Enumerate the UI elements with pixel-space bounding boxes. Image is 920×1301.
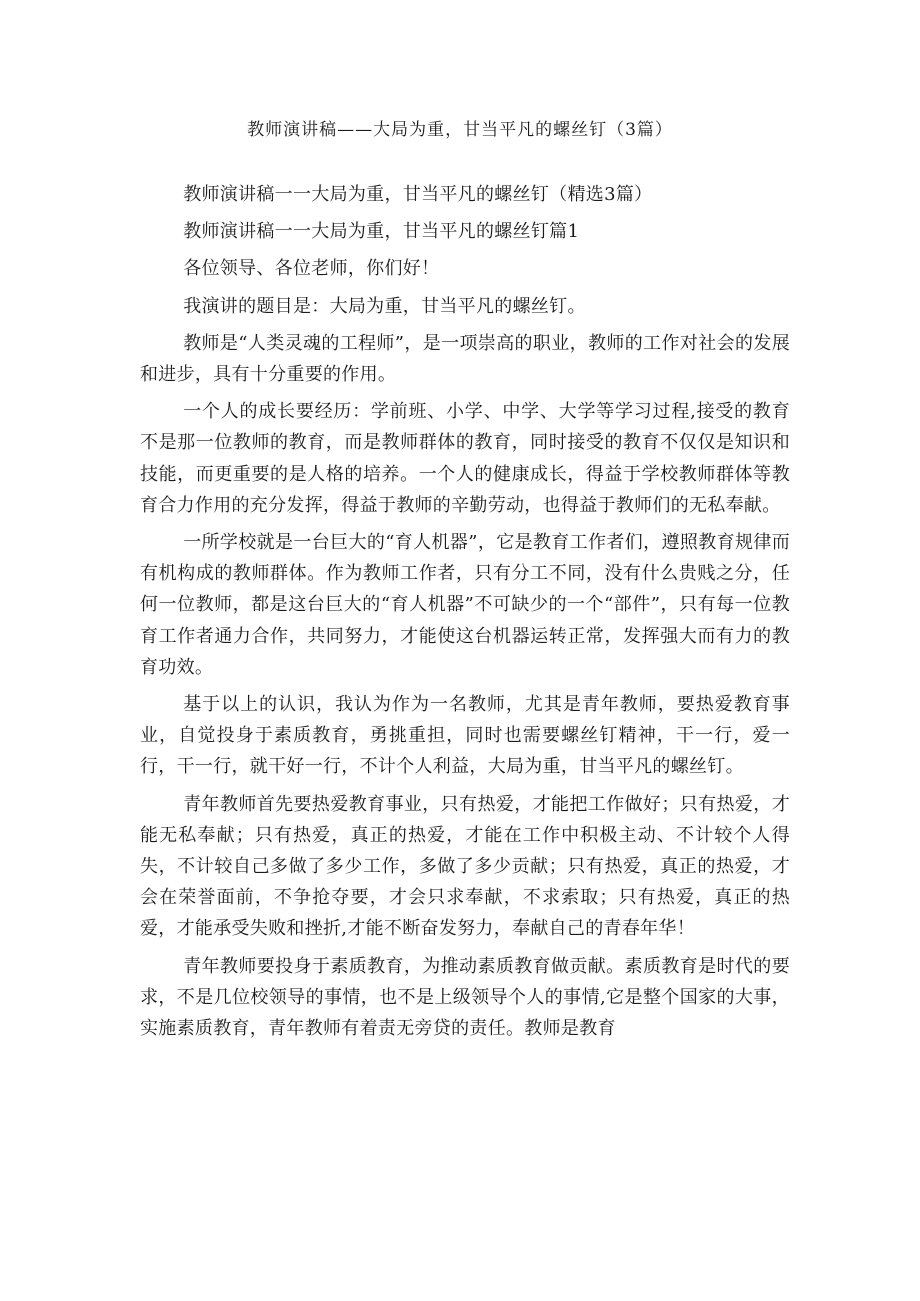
topic-paragraph: 我演讲的题目是：大局为重，甘当平凡的螺丝钉。 (183, 295, 586, 317)
section-heading: 教师演讲稿一一大局为重，甘当平凡的螺丝钉篇1 (183, 221, 580, 243)
body-paragraph: 一所学校就是一台巨大的“育人机器”，它是教育工作者们，遵照教育规律而有机构成的教师群体。作为教师工作者，只有分工不同，没有什么贵贱之分，任何一位教师，都是这台巨大的“育人机器”不可缺少的一个“部件”，只有每一位教育工作者通力合作，共同努力，才能使这台机器运转正常，发挥强大而有力的教育功效。 (140, 532, 790, 678)
body-paragraph: 基于以上的认识，我认为作为一名教师，尤其是青年教师，要热爱教育事业，自觉投身于素质教育，勇挑重担，同时也需要螺丝钉精神，干一行，爱一行，干一行，就干好一行，不计个人利益，大局为重，甘当平凡的螺丝钉。 (140, 694, 790, 778)
greeting-paragraph: 各位领导、各位老师，你们好！ (183, 258, 440, 280)
body-paragraph: 青年教师要投身于素质教育，为推动素质教育做贡献。素质教育是时代的要求，不是几位校领导的事情，也不是上级领导个人的事情,它是整个国家的大事，实施素质教育，青年教师有着责无旁贷的责任。教师是教育 (140, 955, 790, 1040)
document-body (140, 179, 790, 1050)
body-paragraph: 教师是“人类灵魂的工程师”，是一项崇高的职业，教师的工作对社会的发展和进步，具有十分重要的作用。 (140, 332, 790, 386)
body-paragraph: 青年教师首先要热爱教育事业，只有热爱，才能把工作做好；只有热爱，才能无私奉献；只有热爱，真正的热爱，才能在工作中积极主动、不计较个人得失，不计较自己多做了多少工作，多做了多少贡献；只有热爱，真正的热爱，才会在荣誉面前，不争抢夺要，才会只求奉献，不求索取；只有热爱，真正的热爱，才能承受失败和挫折,才能不断奋发努力，奉献自己的青春年华！ (140, 793, 790, 940)
subtitle-paragraph: 教师演讲稿一一大局为重，甘当平凡的螺丝钉（精选3篇） (183, 184, 653, 205)
document-title: 教师演讲稿——大局为重，甘当平凡的螺丝钉（3篇） (247, 120, 673, 140)
body-paragraph: 一个人的成长要经历：学前班、小学、中学、大学等学习过程,接受的教育不是那一位教师的教育，而是教师群体的教育，同时接受的教育不仅仅是知识和技能，而更重要的是人格的培养。一个人的健康成长，得益于学校教师群体等教育合力作用的充分发挥，得益于教师的辛勤劳动，也得益于教师们的无私奉献。 (140, 401, 790, 516)
